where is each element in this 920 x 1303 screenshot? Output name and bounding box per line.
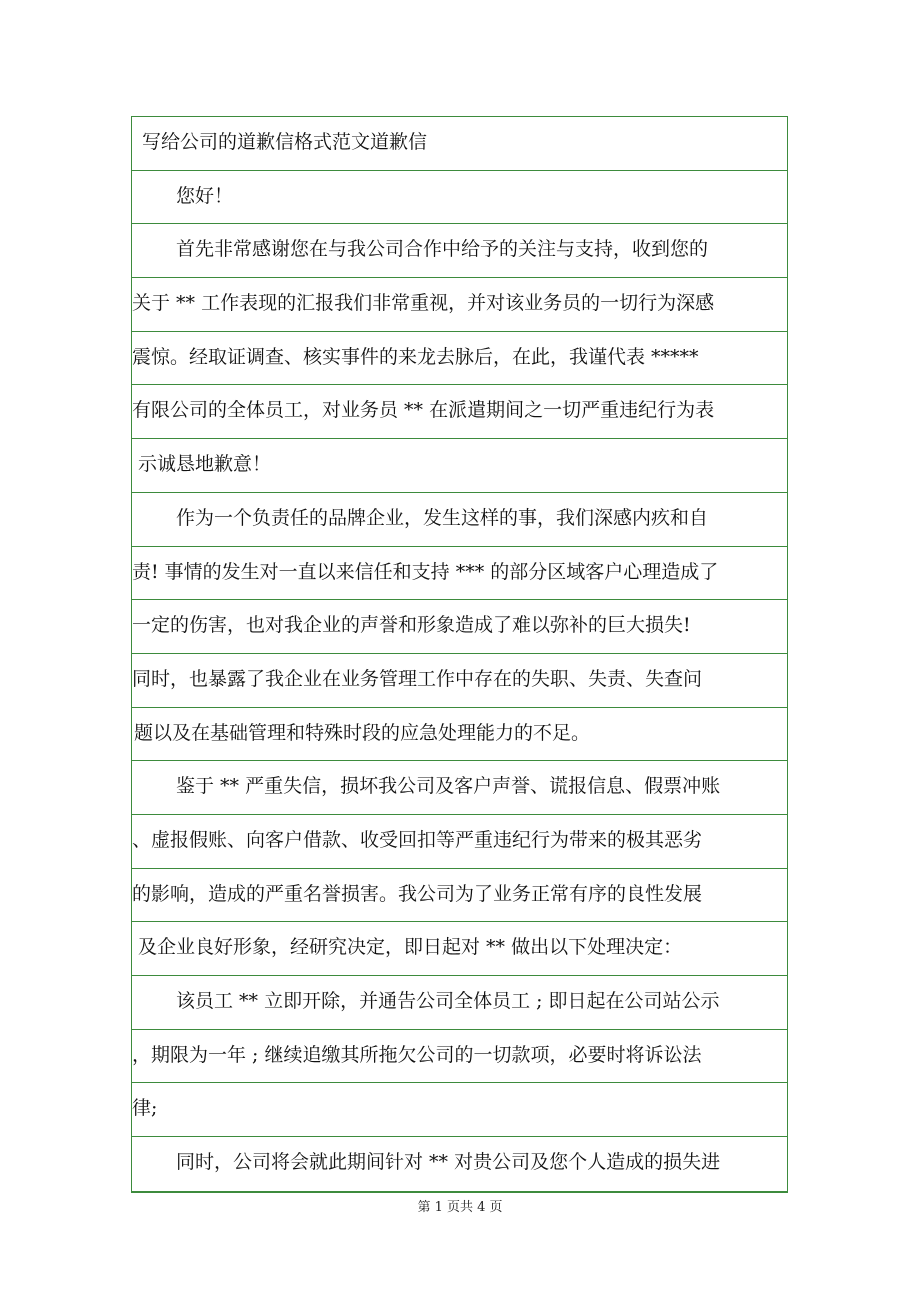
text-line: 震惊。经取证调查、核实事件的来龙去脉后，在此，我谨代表 *****	[132, 332, 787, 386]
text-line: 有限公司的全体员工，对业务员 ** 在派遣期间之一切严重违纪行为表	[132, 385, 787, 439]
text-line: ，期限为一年 ; 继续追缴其所拖欠公司的一切款项，必要时将诉讼法	[132, 1030, 787, 1084]
text-line: 首先非常感谢您在与我公司合作中给予的关注与支持，收到您的	[132, 224, 787, 278]
text-line: 鉴于 ** 严重失信，损坏我公司及客户声誉、谎报信息、假票冲账	[132, 761, 787, 815]
greeting-line: 您好！	[132, 171, 787, 225]
text-line: 一定的伤害，也对我企业的声誉和形象造成了难以弥补的巨大损失!	[132, 600, 787, 654]
text-line: 责! 事情的发生对一直以来信任和支持 *** 的部分区域客户心理造成了	[132, 547, 787, 601]
text-line: 的影响，造成的严重名誉损害。我公司为了业务正常有序的良性发展	[132, 869, 787, 923]
document-table	[131, 116, 788, 1193]
document-title: 写给公司的道歉信格式范文道歉信	[132, 117, 787, 171]
text-line: 作为一个负责任的品牌企业，发生这样的事，我们深感内疚和自	[132, 493, 787, 547]
text-line: 同时，也暴露了我企业在业务管理工作中存在的失职、失责、失查问	[132, 654, 787, 708]
text-line: 律;	[132, 1083, 787, 1137]
page-footer: 第 1 页共 4 页	[417, 1200, 503, 1215]
text-line: 示诚恳地歉意！	[132, 439, 787, 493]
text-line: 及企业良好形象，经研究决定，即日起对 ** 做出以下处理决定：	[132, 922, 787, 976]
text-line: 关于 ** 工作表现的汇报我们非常重视，并对该业务员的一切行为深感	[132, 278, 787, 332]
text-line: 该员工 ** 立即开除，并通告公司全体员工 ; 即日起在公司站公示	[132, 976, 787, 1030]
text-line: 同时，公司将会就此期间针对 ** 对贵公司及您个人造成的损失进	[176, 1151, 721, 1174]
text-line: 、虚报假账、向客户借款、收受回扣等严重违纪行为带来的极其恶劣	[132, 815, 787, 869]
text-line: 题以及在基础管理和特殊时段的应急处理能力的不足。	[132, 708, 787, 762]
